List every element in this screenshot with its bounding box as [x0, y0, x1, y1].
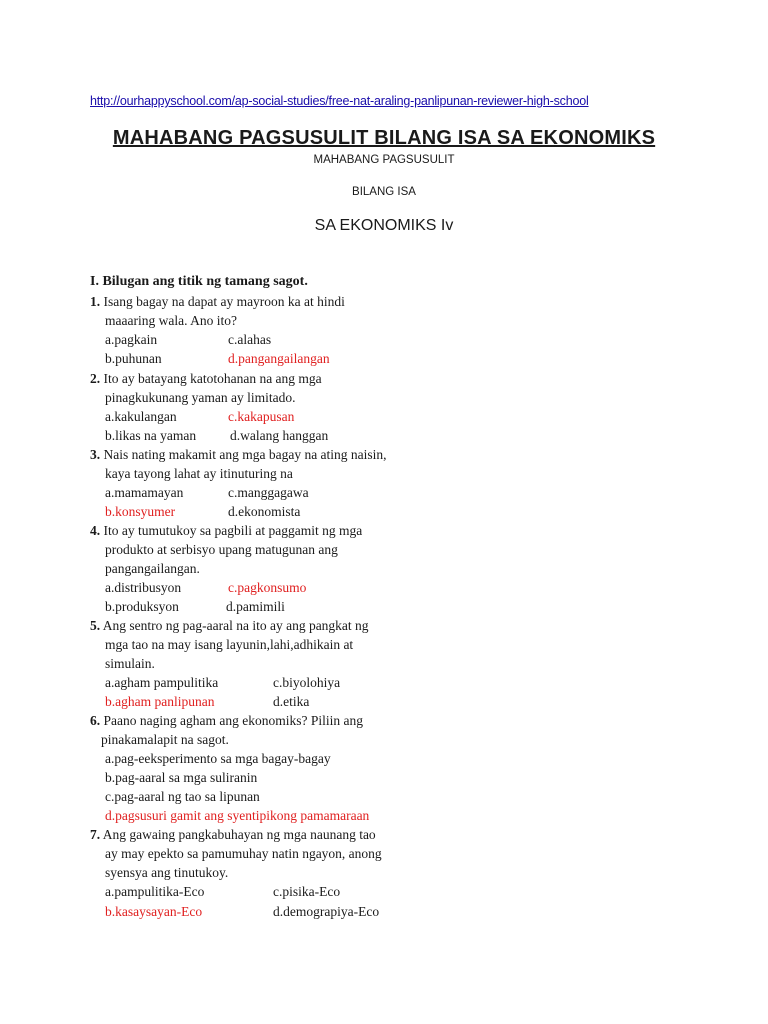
question-7-line-3: syensya ang tinutukoy.	[105, 865, 229, 880]
question-5-option-a: a.agham pampulitika	[105, 675, 219, 690]
question-6-option-d-answer: d.pagsusuri gamit ang syentipikong pamamaraan	[105, 808, 370, 823]
question-4-option-d: d.pamimili	[226, 599, 285, 614]
question-3-line-2: kaya tayong lahat ay itinuturing na	[105, 466, 293, 481]
question-4-option-b: b.produksyon	[105, 599, 179, 614]
question-4-text-1: Ito ay tumutukoy sa pagbili at paggamit ng mga	[103, 523, 363, 538]
source-link[interactable]: http://ourhappyschool.com/ap-social-studies/free-nat-araling-panlipunan-reviewer-high-school	[90, 94, 589, 108]
subtitle-3: SA EKONOMIKS Iv	[314, 217, 454, 234]
question-5-number: 5.	[90, 618, 101, 633]
question-7-line-1	[90, 825, 376, 844]
question-1-option-b: b.puhunan	[105, 351, 162, 366]
instruction: I. Bilugan ang titik ng tamang sagot.	[90, 274, 308, 289]
question-3-option-c: c.manggagawa	[228, 485, 309, 500]
question-3-option-a: a.mamamayan	[105, 485, 184, 500]
question-1-option-d-answer: d.pangangailangan	[228, 351, 330, 366]
question-1-text-1: Isang bagay na dapat ay mayroon ka at hindi	[103, 294, 345, 309]
question-6-line-2: pinakamalapit na sagot.	[101, 732, 229, 747]
document-title: MAHABANG PAGSUSULIT BILANG ISA SA EKONOMIKS	[112, 127, 656, 149]
question-5-option-b-answer: b.agham panlipunan	[105, 694, 215, 709]
question-7-number: 7.	[90, 827, 101, 842]
question-4-option-c-answer: c.pagkonsumo	[228, 580, 307, 595]
question-6-option-a: a.pag-eeksperimento sa mga bagay-bagay	[105, 751, 331, 766]
question-3-line-1	[90, 445, 387, 464]
question-2-line-1	[90, 369, 322, 388]
question-7-option-c: c.pisika-Eco	[273, 884, 341, 899]
question-2-number: 2.	[90, 371, 101, 386]
question-5-text-1: Ang sentro ng pag-aaral na ito ay ang pangkat ng	[102, 618, 369, 633]
question-6-text-1: Paano naging agham ang ekonomiks? Piliin ang	[103, 713, 363, 728]
question-2-line-2: pinagkukunang yaman ay limitado.	[105, 390, 296, 405]
question-7-text-1: Ang gawaing pangkabuhayan ng mga naunang tao	[102, 827, 376, 842]
question-5-option-d: d.etika	[273, 694, 310, 709]
subtitle-2: BILANG ISA	[352, 186, 416, 198]
question-3-option-d: d.ekonomista	[228, 504, 301, 519]
question-5-line-3: simulain.	[105, 656, 155, 671]
question-6-option-b: b.pag-aaral sa mga suliranin	[105, 770, 258, 785]
question-4-option-a: a.distribusyon	[105, 580, 182, 595]
question-1-option-a: a.pagkain	[105, 332, 158, 347]
question-4-line-3: pangangailangan.	[105, 561, 200, 576]
question-7-option-a: a.pampulitika-Eco	[105, 884, 205, 899]
question-2-option-a: a.kakulangan	[105, 409, 177, 424]
question-3-option-b-answer: b.konsyumer	[105, 504, 176, 519]
question-6-line-1	[90, 711, 363, 730]
question-1-number: 1.	[90, 294, 101, 309]
question-7-option-d: d.demograpiya-Eco	[273, 904, 380, 919]
question-7-line-2: ay may epekto sa pamumuhay natin ngayon, anong	[105, 846, 382, 861]
question-6-option-c: c.pag-aaral ng tao sa lipunan	[105, 789, 260, 804]
question-2-option-d: d.walang hanggan	[230, 428, 329, 443]
question-5-option-c: c.biyolohiya	[273, 675, 341, 690]
subtitle-1: MAHABANG PAGSUSULIT	[313, 154, 455, 166]
question-4-line-1	[90, 521, 362, 540]
question-3-text-1: Nais nating makamit ang mga bagay na ating naisin,	[103, 447, 387, 462]
question-1-option-c: c.alahas	[228, 332, 272, 347]
question-6-number: 6.	[90, 713, 101, 728]
question-4-number: 4.	[90, 523, 101, 538]
question-5-line-1	[90, 616, 369, 635]
question-3-number: 3.	[90, 447, 101, 462]
question-5-line-2: mga tao na may isang layunin,lahi,adhikain at	[105, 637, 354, 652]
question-2-text-1: Ito ay batayang katotohanan na ang mga	[103, 371, 322, 386]
question-1-line-1	[90, 292, 345, 311]
question-1-line-2: maaaring wala. Ano ito?	[105, 313, 237, 328]
question-4-line-2: produkto at serbisyo upang matugunan ang	[105, 542, 338, 557]
question-2-option-c-answer: c.kakapusan	[228, 409, 295, 424]
question-7-option-b-answer: b.kasaysayan-Eco	[105, 904, 203, 919]
question-2-option-b: b.likas na yaman	[105, 428, 197, 443]
